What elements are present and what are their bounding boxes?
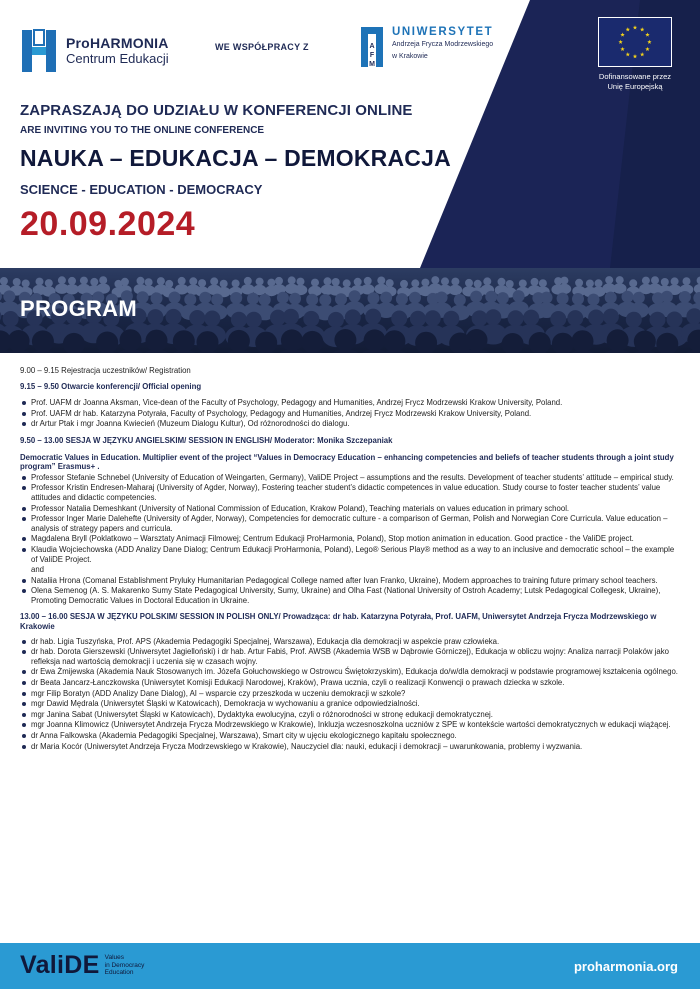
list-item: mgr Janina Sabat (Uniwersytet Śląski w Katowicach), Dydaktyka ewolucyjna, czyli o różnorodności w stronę edukacji demokratycznej. — [20, 710, 680, 720]
conference-title-english: SCIENCE - EDUCATION - DEMOCRACY — [20, 182, 263, 197]
svg-text:F: F — [369, 52, 375, 59]
list-item: Professor Kristin Endresen-Maharaj (University of Agder, Norway), Fostering teacher student’s didactic competences in value education. Study course to foster teacher students’ value attitudes and didactic competencies. — [20, 483, 680, 502]
list-item: mgr Dawid Mędrala (Uniwersytet Śląski w Katowicach), Demokracja w wychowaniu a granice odpowiedzialności. — [20, 699, 680, 709]
list-item: dr Anna Falkowska (Akademia Pedagogiki Specjalnej, Warszawa), Smart city w ujęciu ekologicznego kapitału społecznego. — [20, 731, 680, 741]
polish-session-heading: 13.00 – 16.00 SESJA W JĘZYKU POLSKIM/ SESSION IN POLISH ONLY/ Prowadząca: dr hab. Katarzyna Potyrała, Prof. UAFM, Uniwersytet Andrzeja Frycza Modrzewskiego w Krakowie — [20, 612, 657, 632]
university-sub-2: w Krakowie — [392, 52, 428, 60]
university-name: UNIWERSYTET — [392, 26, 494, 38]
uafm-mark-icon — [358, 26, 386, 70]
polish-session-list — [20, 637, 680, 752]
english-session-heading: 9.50 – 13.00 SESJA W JĘZYKU ANGIELSKIM/ SESSION IN ENGLISH/ Moderator: Monika Szczepaniak — [20, 435, 393, 445]
conference-date: 20.09.2024 — [20, 205, 196, 243]
registration-line: 9.00 – 9.15 Rejestracja uczestników/ Registration — [20, 366, 191, 375]
opening-heading: 9.15 – 9.50 Otwarcie konferencji/ Official opening — [20, 381, 202, 391]
invite-english: ARE INVITING YOU TO THE ONLINE CONFERENCE — [20, 125, 265, 136]
list-item: Prof. UAFM dr Joanna Aksman, Vice-dean of the Faculty of Psychology, Pedagogy and Humanities, Andrzej Frycz Modrzewski Krakow University, Poland. — [20, 398, 680, 408]
footer — [0, 943, 700, 989]
list-item: mgr Joanna Klimowicz (Uniwersytet Andrzeja Frycza Modrzewskiego w Krakowie), Inkluzja wczesnoszkolna uczniów z SPE w kontekście wartości demokratycznych w edukacji wiążącej. — [20, 720, 680, 730]
program-content — [20, 366, 680, 758]
list-item: Olena Semenog (A. S. Makarenko Sumy State Pedagogical University, Sumy, Ukraine) and Olha Fast (National University of Ostroh Academy; Lutsk Pedagogical Collegesk, Ukraine), Promoting Democratic Values in Doctoral Education in Ukraine. — [20, 586, 680, 605]
list-item: Prof. UAFM dr hab. Katarzyna Potyrała, Faculty of Psychology, Pedagogy and Humanities, Andrzej Frycz Modrzewski Krakow University, Poland. — [20, 409, 680, 419]
list-item: Nataliia Hrona (Comanal Establishment Pryluky Humanitarian Pedagogical College named after Ivan Franko, Ukraine), Modern approaches to training future primary school teachers. — [20, 576, 680, 586]
valide-logo — [20, 951, 144, 980]
english-session-list — [20, 473, 680, 606]
eu-caption-line-1: Dofinansowane przez — [598, 72, 672, 81]
valide-tagline-2: in Democracy — [104, 961, 145, 969]
opening-list — [20, 398, 680, 429]
list-item: Professor Stefanie Schnebel (University of Education of Weingarten, Germany), ValiDE Project – assumptions and the results. Development of teacher students’ attitude – empirical study. — [20, 473, 680, 483]
conference-title-polish: NAUKA – EDUKACJA – DEMOKRACJA — [20, 145, 451, 171]
invite-polish: ZAPRASZAJĄ DO UDZIAŁU W KONFERENCJI ONLINE — [20, 102, 413, 119]
svg-text:A: A — [369, 43, 375, 50]
list-item: Professor Inger Marie Dalehefte (University of Agder, Norway), Competencies for democratic culture - a comparison of German, Polish and Norwegian Core Curricula. Value education – analysis of strategy papers and curricula. — [20, 514, 680, 533]
list-item: mgr Filip Boratyn (ADD Analizy Dane Dialog), AI – wsparcie czy przeszkoda w uczeniu demokracji w szkole? — [20, 689, 680, 699]
program-banner — [0, 268, 700, 353]
list-item: dr hab. Ligia Tuszyńska, Prof. APS (Akademia Pedagogiki Specjalnej, Warszawa), Edukacja dla demokracji w aspekcie praw człowieka. — [20, 637, 680, 647]
list-item: Professor Natalia Demeshkant (University of National Commission of Education, Krakow Poland), Teaching materials on values education in primary school. — [20, 504, 680, 514]
cooperation-label: WE WSPÓŁPRACY Z — [215, 42, 309, 52]
eu-caption — [580, 72, 690, 91]
list-item: dr Ewa Żmijewska (Akademia Nauk Stosowanych im. Józefa Gołuchowskiego w Ostrowcu Świętokrzyskim), Edukacja do/w/dla demokracji w podstawie programowej kształcenia ogólnego. — [20, 667, 680, 677]
website-link[interactable]: proharmonia.org — [573, 959, 678, 974]
list-item: dr Artur Ptak i mgr Joanna Kwiecień (Muzeum Dialogu Kultur), Od różnorodności do dialogu. — [20, 419, 680, 429]
proharmonia-mark-icon — [20, 28, 58, 74]
svg-text:M: M — [369, 61, 375, 68]
valide-tagline-3: Education — [104, 969, 134, 977]
eu-flag-icon — [598, 17, 672, 67]
valide-brand: ValiDE — [20, 951, 100, 979]
valide-tagline — [105, 954, 145, 977]
list-item: Klaudia Wojciechowska (ADD Analizy Dane Dialog; Centrum Edukacji ProHarmonia, Poland), Lego® Serious Play® method as a way to an inclusive and democratic school – the example of ValiDE Project. — [20, 545, 680, 564]
uafm-logo — [358, 26, 493, 70]
eu-caption-line-2: Unię Europejską — [607, 81, 663, 91]
program-heading: PROGRAM — [20, 296, 137, 321]
header — [0, 0, 700, 268]
list-item: dr Beata Jancarz-Łanczkowska (Uniwersytet Komisji Edukacji Narodowej, Kraków), Prawa ucznia, czyli o realizacji Konwencji o prawach dziecka w szkole. — [20, 678, 680, 688]
proharmonia-brand: ProHARMONIA — [66, 35, 169, 51]
university-sub-1: Andrzeja Frycza Modrzewskiego — [392, 41, 494, 48]
and-separator: and — [31, 565, 45, 575]
proharmonia-sub: Centrum Edukacji — [66, 51, 169, 66]
valide-tagline-1: Values — [104, 954, 125, 962]
list-item: Magdalena Bryll (Poklatkowo – Warsztaty Animacji Filmowej; Centrum Edukacji ProHarmonia, Poland), Stop motion animation in education. Good practice - the ValiDE project. — [20, 534, 680, 544]
list-item: dr Maria Kocór (Uniwersytet Andrzeja Frycza Modrzewskiego w Krakowie), Nauczyciel dla: nauki, edukacji i demokracji – uwarunkowania, problemy i wyzwania. — [20, 742, 680, 752]
list-item: dr hab. Dorota Gierszewski (Uniwersytet Jagielloński) i dr hab. Artur Fabiś, Prof. AWSB (Akademia WSB w Dąbrowie Górniczej), Edukacja w obliczu wojny: Analiza narracji Polaków jako refleksja nad wartością demokracji i uczenia się w czasach wojny. — [20, 647, 680, 666]
proharmonia-logo — [20, 28, 169, 74]
english-session-intro: Democratic Values in Education. Multiplier event of the project “Values in Democracy Education – enhancing competencies and beliefs of teacher students through a joint study program” Erasmus+ . — [20, 452, 674, 472]
